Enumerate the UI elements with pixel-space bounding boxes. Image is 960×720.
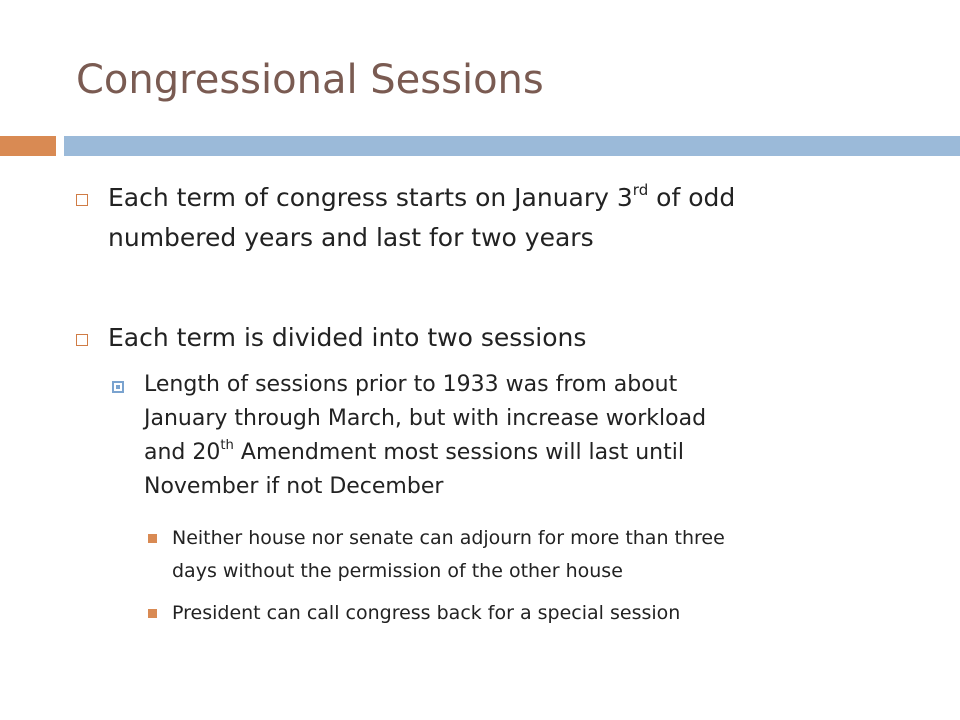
square-bullet-icon [76,334,88,346]
bullet-line: President can call congress back for a special session [172,602,681,624]
bullet-line: days without the permission of the other house [172,560,623,582]
bullet-text: Each term of congress starts on January 3 [108,183,633,212]
bullet-line: November if not December [144,474,444,499]
bullet-line: Neither house nor senate can adjourn for more than three [172,527,725,549]
bullet-text: of odd [648,183,736,212]
slide-title: Congressional Sessions [76,57,544,103]
filled-square-bullet-icon [112,381,124,393]
orange-square-bullet-icon [148,534,157,543]
bullet-line: January through March, but with increase workload [144,406,707,431]
bullet-line: numbered years and last for two years [108,223,594,252]
bullet-text: Amendment most sessions will last until [233,440,684,465]
bullet-line [108,178,735,218]
bullet-line: Length of sessions prior to 1933 was from about [144,372,678,397]
ordinal-suffix: th [220,437,234,453]
bullet-line [144,436,684,470]
bullet-line: Each term is divided into two sessions [108,323,587,352]
orange-square-bullet-icon [148,609,157,618]
bullet-text: and 20 [144,440,221,465]
square-bullet-icon [76,194,88,206]
ordinal-suffix: rd [632,180,649,199]
